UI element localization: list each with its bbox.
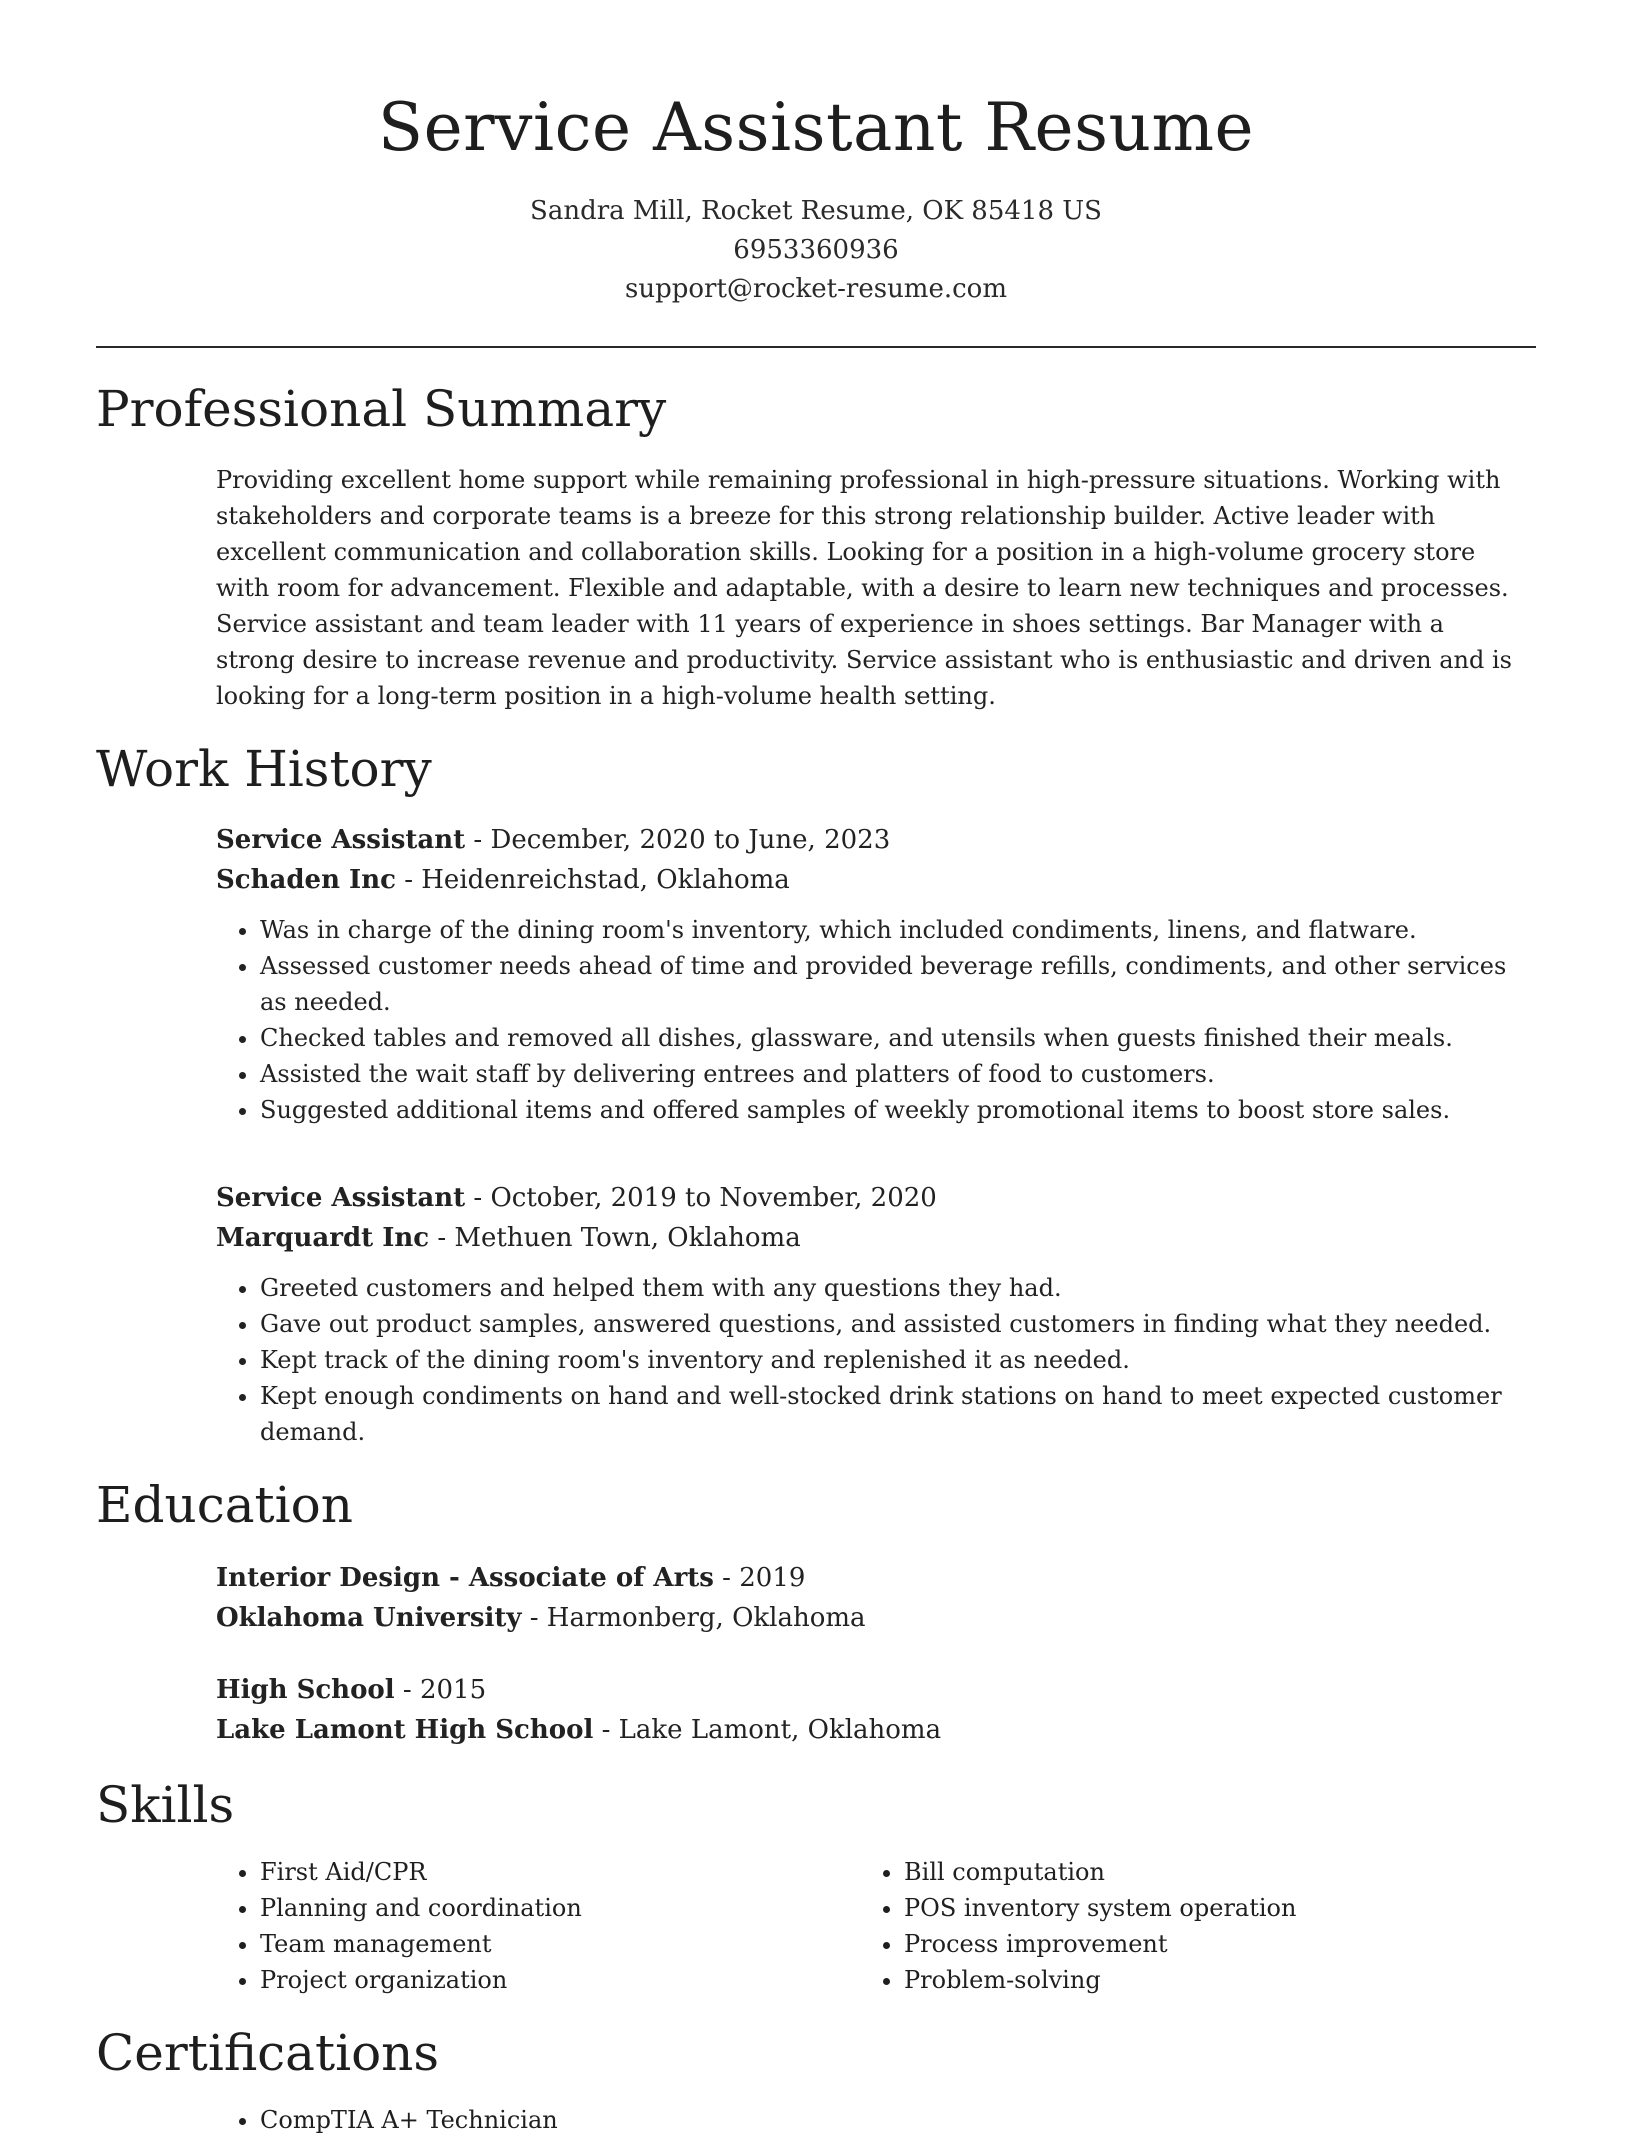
list-item: • First Aid/CPR xyxy=(260,1854,860,1890)
degree-year: - 2015 xyxy=(394,1675,487,1705)
job-company: Marquardt Inc xyxy=(216,1223,430,1253)
job-location: - Methuen Town, Oklahoma xyxy=(429,1223,801,1253)
list-item: • Gave out product samples, answered questions, and assisted customers in finding what they needed. xyxy=(260,1306,1520,1342)
skills-section xyxy=(96,1774,1536,1998)
job-company: Schaden Inc xyxy=(216,865,396,895)
education-section xyxy=(96,1474,1536,1750)
degree: High School xyxy=(216,1675,395,1705)
job-title: Service Assistant xyxy=(216,1183,466,1213)
list-item: • Assessed customer needs ahead of time and provided beverage refills, condiments, and other services as needed. xyxy=(260,948,1520,1020)
degree: Interior Design - Associate of Arts xyxy=(216,1563,714,1593)
job-title: Service Assistant xyxy=(216,825,466,855)
certifications-section xyxy=(96,2022,1536,2138)
job-company-line xyxy=(216,1218,1520,1258)
degree-year: - 2019 xyxy=(713,1563,806,1593)
list-item: • Project organization xyxy=(260,1962,860,1998)
certifications-heading: Certifications xyxy=(96,2024,440,2082)
job-title-line xyxy=(216,1178,1520,1218)
list-item: • POS inventory system operation xyxy=(904,1890,1504,1926)
certifications-list xyxy=(216,2102,1520,2138)
skills-heading: Skills xyxy=(96,1776,235,1834)
work-history-section xyxy=(96,738,1536,1450)
list-item: • Was in charge of the dining room's inventory, which included condiments, linens, and flatware. xyxy=(260,912,1520,948)
header-divider xyxy=(96,346,1536,348)
resume-header xyxy=(96,0,1536,309)
list-item: • Planning and coordination xyxy=(260,1890,860,1926)
school-location: - Lake Lamont, Oklahoma xyxy=(593,1715,942,1745)
education-heading: Education xyxy=(96,1476,353,1534)
page-title: Service Assistant Resume xyxy=(377,89,1255,166)
job-entry xyxy=(216,820,1520,1128)
contact-info xyxy=(96,192,1536,309)
school: Lake Lamont High School xyxy=(216,1715,594,1745)
skills-columns xyxy=(96,1854,1536,1998)
job-dates: - December, 2020 to June, 2023 xyxy=(465,825,891,855)
school-location: - Harmonberg, Oklahoma xyxy=(521,1603,866,1633)
summary-heading: Professional Summary xyxy=(96,380,667,438)
list-item: • Checked tables and removed all dishes, glassware, and utensils when guests finished their meals. xyxy=(260,1020,1520,1056)
job-title-line xyxy=(216,820,1520,860)
contact-phone: 6953360936 xyxy=(733,235,899,265)
list-item: • Bill computation xyxy=(904,1854,1504,1890)
degree-line xyxy=(216,1670,1520,1710)
list-item: • Greeted customers and helped them with any questions they had. xyxy=(260,1270,1520,1306)
education-entry xyxy=(216,1558,1520,1638)
school: Oklahoma University xyxy=(216,1603,522,1633)
contact-email[interactable]: support@rocket-resume.com xyxy=(624,274,1007,304)
job-location: - Heidenreichstad, Oklahoma xyxy=(395,865,790,895)
job-company-line xyxy=(216,860,1520,900)
list-item: • Kept enough condiments on hand and well-stocked drink stations on hand to meet expected customer demand. xyxy=(260,1378,1520,1450)
skills-list-right xyxy=(860,1854,1504,1998)
school-line xyxy=(216,1598,1520,1638)
job-entry xyxy=(216,1178,1520,1450)
list-item: • CompTIA A+ Technician xyxy=(260,2102,1520,2138)
job-duties xyxy=(216,912,1520,1128)
skills-list-left xyxy=(216,1854,860,1998)
summary-section xyxy=(96,378,1536,714)
list-item: • Process improvement xyxy=(904,1926,1504,1962)
contact-address: Sandra Mill, Rocket Resume, OK 85418 US xyxy=(530,196,1102,226)
list-item: • Problem-solving xyxy=(904,1962,1504,1998)
summary-text: Providing excellent home support while remaining professional in high-pressure situations. Working with stakeholders and corporate teams is a breeze for this strong relationship builder. Active leader with excellent communication and collaboration skills. Looking for a position in a high-volume grocery store with room for advancement. Flexible and adaptable, with a desire to learn new techniques and processes. Service assistant and team leader with 11 years of experience in shoes settings. Bar Manager with a strong desire to increase revenue and productivity. Service assistant who is enthusiastic and driven and is looking for a long-term position in a high-volume health setting. xyxy=(216,466,1512,710)
list-item: • Suggested additional items and offered samples of weekly promotional items to boost store sales. xyxy=(260,1092,1520,1128)
list-item: • Kept track of the dining room's inventory and replenished it as needed. xyxy=(260,1342,1520,1378)
list-item: • Assisted the wait staff by delivering entrees and platters of food to customers. xyxy=(260,1056,1520,1092)
job-duties xyxy=(216,1270,1520,1450)
education-entry xyxy=(216,1670,1520,1750)
degree-line xyxy=(216,1558,1520,1598)
job-dates: - October, 2019 to November, 2020 xyxy=(465,1183,937,1213)
work-history-heading: Work History xyxy=(96,740,432,798)
list-item: • Team management xyxy=(260,1926,860,1962)
school-line xyxy=(216,1710,1520,1750)
